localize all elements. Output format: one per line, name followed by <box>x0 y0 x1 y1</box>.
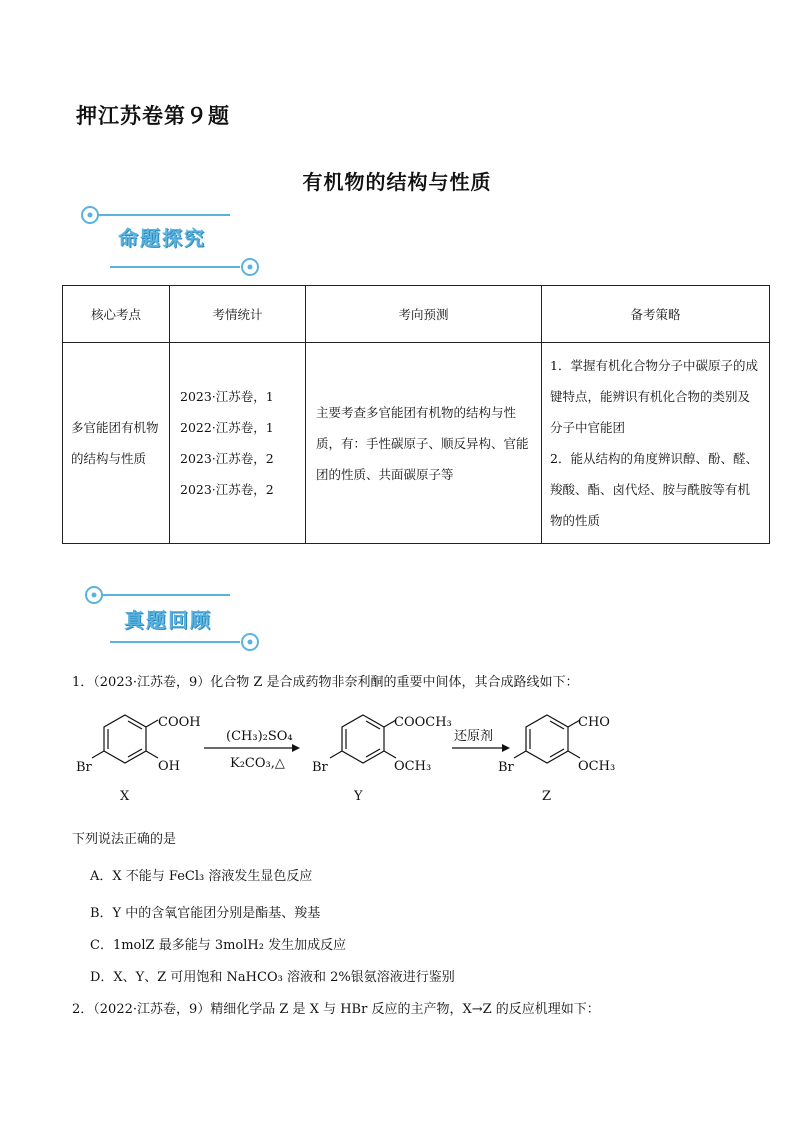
option-a: A．X 不能与 FeCl₃ 溶液发生显色反应 <box>90 869 313 884</box>
strategy-cell <box>542 343 770 544</box>
question-1-prompt: 下列说法正确的是 <box>72 832 177 847</box>
option-b: B．Y 中的含氧官能团分别是酯基、羧基 <box>90 906 321 921</box>
question-2-stem: 2．（2022·江苏卷，9）精细化学品 Z 是 X 与 HBr 反应的主产物，X→Z 的反应机理如下： <box>72 1002 600 1017</box>
functional-group-label: OCH₃ <box>394 759 432 774</box>
section-title: 命题探究 <box>118 226 206 250</box>
functional-group-label: Br <box>312 760 328 775</box>
header-cell: 考向预测 <box>306 286 542 343</box>
section-title: 真题回顾 <box>124 608 212 632</box>
exam-analysis-table <box>62 285 770 544</box>
functional-group-label: Br <box>76 760 92 775</box>
functional-group-label: OH <box>158 759 180 774</box>
core-point-cell: 多官能团有机物的结构与性质 <box>63 343 170 544</box>
stat-item: 2022·江苏卷，1 <box>180 420 274 435</box>
functional-group-label: COOH <box>158 715 201 730</box>
header-cell: 备考策略 <box>542 286 770 343</box>
page-title: 押江苏卷第９题 <box>76 103 230 128</box>
molecule-z <box>498 715 615 804</box>
molecule-x <box>76 715 201 804</box>
molecule-y <box>312 715 452 804</box>
forecast-cell: 主要考查多官能团有机物的结构与性质，有：手性碳原子、顺反异构、官能团的性质、共面碳原子等 <box>306 343 542 544</box>
stat-item: 2023·江苏卷，2 <box>180 482 274 497</box>
option-d: D．X、Y、Z 可用饱和 NaHCO₃ 溶液和 2%银氨溶液进行鉴别 <box>90 970 455 985</box>
strategy-item: 1．掌握有机化合物分子中碳原子的成键特点，能辨识有机化合物的类别及分子中官能团 <box>550 358 758 435</box>
reaction-scheme <box>70 700 630 810</box>
strategy-item: 2．能从结构的角度辨识醇、酚、醛、羧酸、酯、卤代烃、胺与酰胺等有机物的性质 <box>550 451 758 528</box>
section-banner-exploration <box>80 202 270 282</box>
table-row <box>63 343 770 544</box>
functional-group-label: Br <box>498 760 514 775</box>
reagent-label: K₂CO₃,△ <box>230 756 285 771</box>
option-c: C．1molZ 最多能与 3molH₂ 发生加成反应 <box>90 938 347 953</box>
reagent-label: (CH₃)₂SO₄ <box>226 729 293 744</box>
header-cell: 考情统计 <box>170 286 306 343</box>
reaction-arrow-2 <box>452 729 510 752</box>
reagent-label: 还原剂 <box>454 729 494 744</box>
reaction-arrow-1 <box>204 729 300 771</box>
functional-group-label: COOCH₃ <box>394 715 452 730</box>
functional-group-label: OCH₃ <box>578 759 616 774</box>
functional-group-label: CHO <box>578 715 610 730</box>
section-banner-review <box>80 582 270 662</box>
table-header-row <box>63 286 770 343</box>
stat-item: 2023·江苏卷，2 <box>180 451 274 466</box>
stat-item: 2023·江苏卷，1 <box>180 389 274 404</box>
stats-cell <box>170 343 306 544</box>
header-cell: 核心考点 <box>63 286 170 343</box>
compound-label: Z <box>542 789 552 804</box>
topic-title: 有机物的结构与性质 <box>302 170 492 194</box>
compound-label: X <box>120 789 130 804</box>
question-1-stem: 1．（2023·江苏卷，9）化合物 Z 是合成药物非奈利酮的重要中间体，其合成路线如下： <box>72 675 579 690</box>
compound-label: Y <box>354 789 363 804</box>
